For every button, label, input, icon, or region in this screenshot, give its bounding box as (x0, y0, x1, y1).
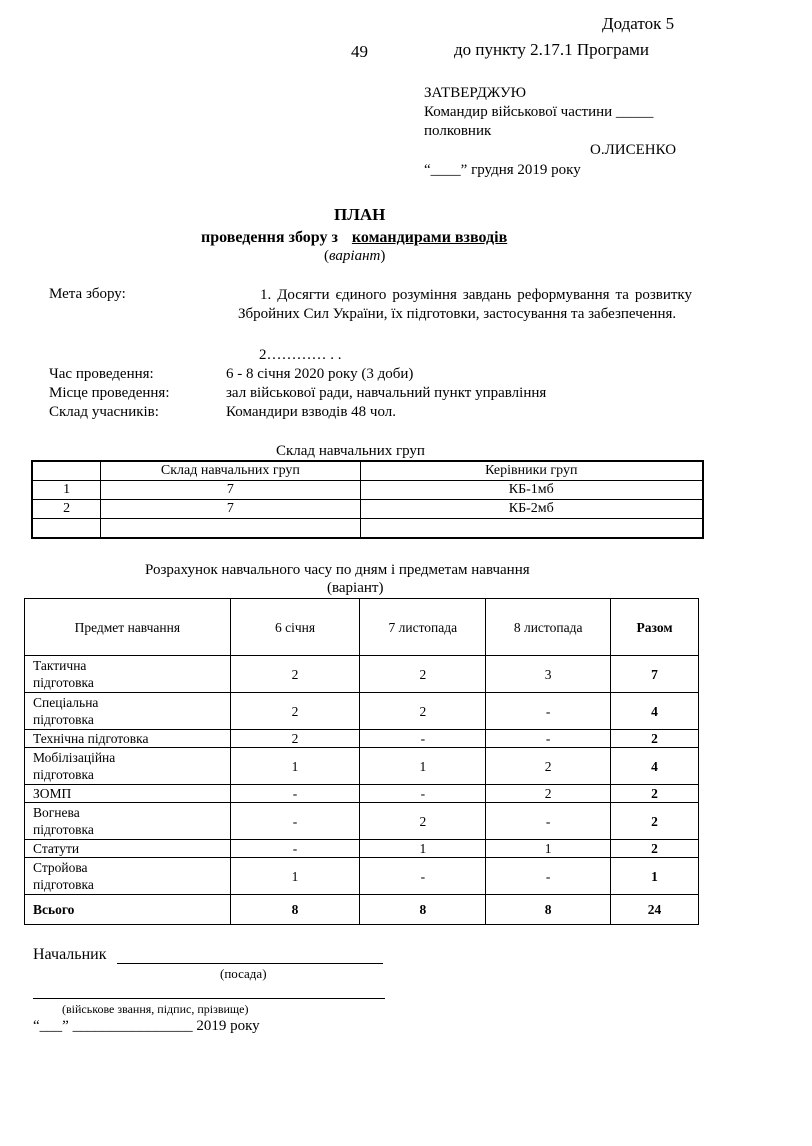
table-row (32, 500, 703, 519)
table-cell: 7 (101, 481, 360, 500)
table-row (25, 803, 699, 840)
table-header-cell: Керівники груп (360, 461, 703, 481)
approval-position: Командир військової частини _____ (424, 104, 654, 120)
table-cell: - (230, 785, 360, 803)
subtitle-variant: (варіант) (324, 248, 386, 264)
table-row (25, 730, 699, 748)
table-cell: Технічна підготовка (25, 730, 231, 748)
document-title: ПЛАН (334, 205, 386, 224)
table-row (25, 858, 699, 895)
table-cell: - (360, 858, 486, 895)
table-cell: 7 (101, 500, 360, 519)
table-cell: 2 (230, 730, 360, 748)
place-value: зал військової ради, навчальний пункт управління (226, 385, 547, 401)
hours-table-variant: (варіант) (327, 580, 384, 596)
table-cell: 1 (486, 840, 611, 858)
table-cell: 2 (360, 803, 486, 840)
table-header-cell: 6 січня (230, 599, 360, 656)
table-cell: 2 (360, 656, 486, 693)
place-label: Місце проведення: (49, 385, 170, 401)
table-cell: 8 (230, 895, 360, 925)
goal-item-2: 2………… . . (259, 347, 342, 363)
appendix-line-1: Додаток 5 (602, 14, 675, 33)
table-cell: 1 (611, 858, 699, 895)
table-cell: Вогнева підготовка (25, 803, 231, 840)
table-cell: 1 (230, 748, 360, 785)
table-cell: 8 (486, 895, 611, 925)
table-cell: Статути (25, 840, 231, 858)
participants-value: Командири взводів 48 чол. (226, 404, 397, 420)
table-row (25, 693, 699, 730)
table-cell: 1 (32, 481, 101, 500)
table-header-cell (32, 461, 101, 481)
table-row (25, 785, 699, 803)
rank-hint: (військове звання, підпис, прізвище) (62, 1002, 249, 1016)
appendix-line-2: до пункту 2.17.1 Програми (454, 40, 649, 59)
table-header-cell: Разом (611, 599, 699, 656)
table-cell: 7 (611, 656, 699, 693)
table-header-cell: Склад навчальних груп (101, 461, 360, 481)
table-header-cell: 8 листопада (486, 599, 611, 656)
table-cell: 2 (611, 803, 699, 840)
table-cell: - (486, 803, 611, 840)
chief-label: Начальник (33, 946, 107, 963)
table-row (32, 519, 703, 538)
table-cell: 3 (486, 656, 611, 693)
table-cell: 1 (360, 748, 486, 785)
rank-signature-line (33, 998, 385, 999)
table-header-cell: 7 листопада (360, 599, 486, 656)
table-cell: 4 (611, 693, 699, 730)
table-cell: 1 (360, 840, 486, 858)
table-cell: Всього (25, 895, 231, 925)
table-header-cell: Предмет навчання (25, 599, 231, 656)
time-label: Час проведення: (49, 366, 154, 382)
table-row (25, 748, 699, 785)
groups-table (31, 460, 704, 539)
table-cell: 2 (611, 840, 699, 858)
table-cell (101, 519, 360, 538)
table-row (32, 481, 703, 500)
table-cell: Тактична підготовка (25, 656, 231, 693)
subtitle-underlined: командирами взводів (351, 229, 508, 246)
table-cell: Спеціальна підготовка (25, 693, 231, 730)
table-cell: 2 (486, 748, 611, 785)
participants-label: Склад учасників: (49, 404, 159, 420)
table-cell (32, 519, 101, 538)
table-cell: - (230, 840, 360, 858)
table-cell: Стройова підготовка (25, 858, 231, 895)
table-cell: - (360, 730, 486, 748)
goal-text: 1. Досягти єдиного розуміння завдань реформування та розвитку Збройних Сил України, їх підготовки, застосування та забезпечення. (238, 287, 692, 322)
table-cell: 2 (32, 500, 101, 519)
document-subtitle (201, 229, 507, 247)
table-total-row (25, 895, 699, 925)
table-cell: 2 (360, 693, 486, 730)
table-cell: - (360, 785, 486, 803)
groups-table-caption: Склад навчальних груп (276, 443, 425, 459)
table-cell: КБ-2мб (360, 500, 703, 519)
table-cell: КБ-1мб (360, 481, 703, 500)
table-cell: 2 (611, 730, 699, 748)
table-cell: 24 (611, 895, 699, 925)
table-cell: 2 (486, 785, 611, 803)
goal-label: Мета збору: (49, 286, 126, 302)
hours-table-caption: Розрахунок навчального часу по дням і предметам навчання (145, 562, 530, 578)
table-cell: - (486, 730, 611, 748)
time-value: 6 - 8 січня 2020 року (3 доби) (226, 366, 414, 382)
table-cell: 2 (230, 693, 360, 730)
table-header-row (32, 461, 703, 481)
approval-rank: полковник (424, 123, 492, 139)
chief-position-line (117, 963, 383, 964)
table-cell: 1 (230, 858, 360, 895)
approval-date: “____” грудня 2019 року (424, 162, 581, 178)
page-number: 49 (351, 42, 368, 61)
table-cell: ЗОМП (25, 785, 231, 803)
table-cell (360, 519, 703, 538)
table-cell: Мобілізаційна підготовка (25, 748, 231, 785)
approval-name: О.ЛИСЕНКО (590, 142, 677, 158)
position-hint: (посада) (220, 966, 267, 981)
table-row (25, 840, 699, 858)
table-header-row (25, 599, 699, 656)
approval-heading: ЗАТВЕРДЖУЮ (424, 85, 527, 101)
table-row (25, 656, 699, 693)
table-cell: 4 (611, 748, 699, 785)
table-cell: - (230, 803, 360, 840)
table-cell: - (486, 693, 611, 730)
subtitle-prefix: проведення збору з (201, 229, 338, 246)
table-cell: 2 (611, 785, 699, 803)
table-cell: 8 (360, 895, 486, 925)
table-cell: - (486, 858, 611, 895)
signature-date: “___” ________________ 2019 року (33, 1018, 260, 1034)
hours-table (24, 598, 699, 925)
table-cell: 2 (230, 656, 360, 693)
